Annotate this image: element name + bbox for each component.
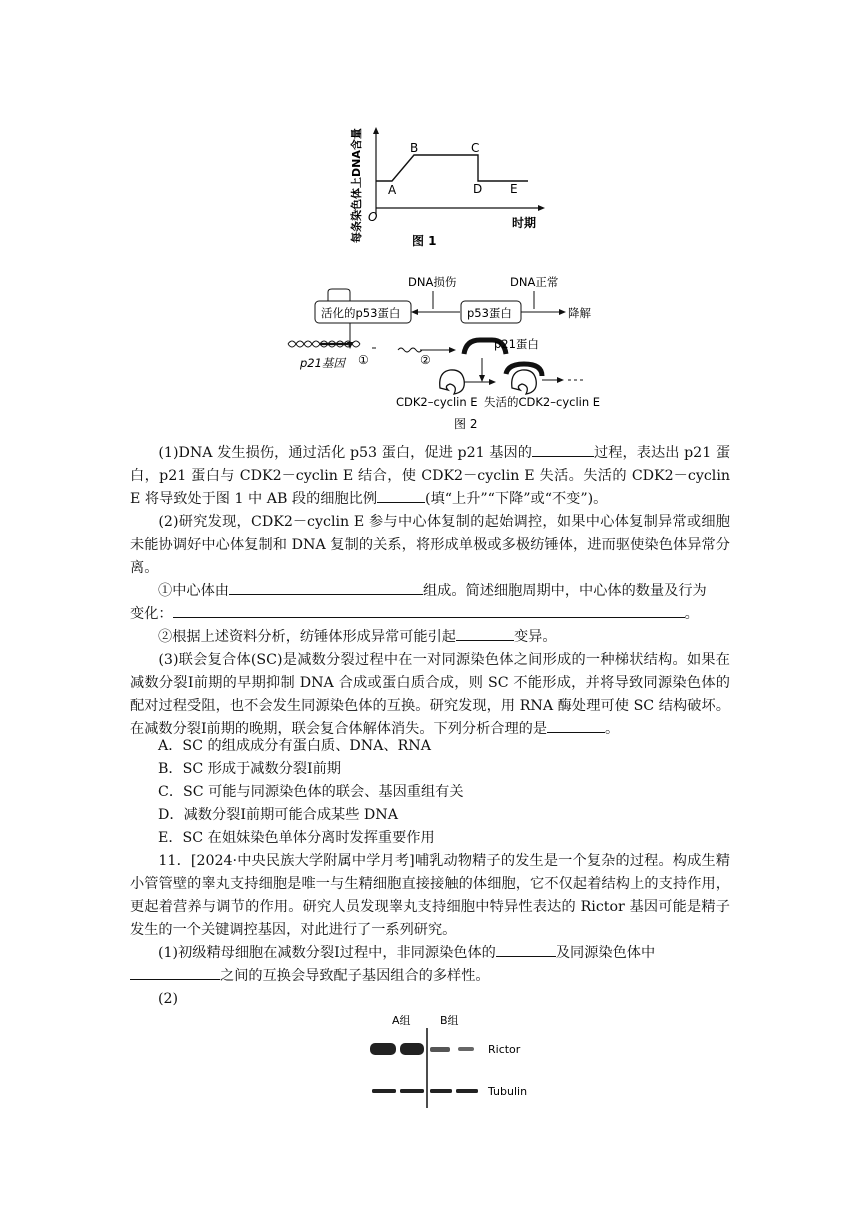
rictor-band-a1 — [370, 1043, 396, 1055]
mrna — [398, 348, 422, 352]
q1-text-a: (1)DNA 发生损伤，通过活化 p53 蛋白，促进 p21 基因的 — [158, 445, 532, 461]
dna-damage-label: DNA损伤 — [408, 275, 457, 289]
x-axis-arrow — [538, 205, 545, 211]
tubulin-band-a1 — [372, 1089, 396, 1093]
q3-end: 。 — [605, 721, 620, 737]
q1-text-c: (填“上升”“下降”或“不变”)。 — [425, 491, 608, 507]
q2-sub1-text-b: 组成。简述细胞周期中，中心体的数量及行为 — [422, 583, 707, 599]
q2-sub2-text-a: ②根据上述资料分析，纺锤体形成异常可能引起 — [158, 629, 456, 645]
q3-text: (3)联会复合体(SC)是减数分裂过程中在一对同源染色体之间形成的一种梯状结构。如果在减数分裂Ⅰ前期的早期抑制 DNA 合成或蛋白质合成，则 SC 不能形成，并将导致同源染色体的配对过程受阻，也不会发生同源染色体的互换。研究发现，用 RNA 酶处理可使 SC 结构破坏。在减数分裂Ⅰ前期的晚期，联会复合体解体消失。下列分析合理的是 — [130, 652, 730, 737]
tubulin-band-a2 — [400, 1089, 424, 1093]
option-b[interactable]: B．SC 形成于减数分裂Ⅰ前期 — [158, 761, 341, 777]
option-d[interactable]: D．减数分裂Ⅰ前期可能合成某些 DNA — [158, 807, 398, 823]
question-2-sub-1 — [158, 580, 707, 603]
question-1 — [130, 442, 730, 511]
q2-sub1-text-c: 变化： — [130, 606, 173, 622]
question-11-sub-2: (2) — [158, 991, 179, 1007]
y-axis-arrow — [373, 127, 379, 134]
rictor-band-b2 — [458, 1047, 474, 1051]
question-11-sub-1-cont — [130, 965, 490, 988]
inactive-cdk2-shape — [512, 370, 537, 394]
x-axis-label: 时期 — [512, 216, 537, 230]
q11-sub1-text-b: 及同源染色体中 — [555, 945, 656, 961]
q2-blank-1[interactable] — [229, 580, 423, 595]
p21-gene-label: p21基因 — [300, 356, 345, 370]
option-a[interactable]: A．SC 的组成成分有蛋白质、DNA、RNA — [158, 738, 431, 754]
dna-normal-label: DNA正常 — [510, 275, 559, 289]
group-b-label: B组 — [440, 1014, 459, 1027]
group-a-label: A组 — [392, 1014, 411, 1027]
q3-blank[interactable] — [547, 718, 605, 733]
question-2: (2)研究发现，CDK2－cyclin E 参与中心体复制的起始调控，如果中心体复制异常或细胞未能协调好中心体复制和 DNA 复制的关系，将形成单极或多极纺锤体，进而驱使染色体异常分离。 — [130, 514, 730, 576]
cdk2-label: CDK2–cyclin E — [396, 395, 478, 409]
question-11-sub-1 — [158, 942, 655, 965]
activated-p53-label: 活化的p53蛋白 — [321, 306, 401, 320]
question-3 — [130, 649, 730, 741]
question-2-sub-1-cont — [130, 603, 699, 626]
tubulin-label: Tubulin — [488, 1085, 528, 1098]
western-blot-figure — [360, 1010, 540, 1115]
q1-blank-1[interactable] — [532, 442, 594, 457]
figure-2-caption: 图 2 — [454, 417, 478, 431]
point-c: C — [471, 141, 480, 155]
rictor-band-b1 — [430, 1047, 450, 1052]
point-a: A — [388, 183, 397, 197]
dna-content-curve — [376, 155, 528, 181]
step-2: ② — [420, 353, 431, 367]
option-c[interactable]: C．SC 可能与同源染色体的联会、基因重组有关 — [158, 784, 464, 800]
q2-sub1-text-d: 。 — [684, 606, 699, 622]
p53-label: p53蛋白 — [467, 306, 512, 320]
origin-label: O — [368, 210, 378, 224]
q2-sub1-text-a: ①中心体由 — [158, 583, 229, 599]
option-e[interactable]: E．SC 在姐妹染色单体分离时发挥重要作用 — [158, 830, 435, 846]
q11-blank-1[interactable] — [496, 942, 556, 957]
figure-2 — [280, 270, 620, 435]
q11-sub1-text-a: (1)初级精母细胞在减数分裂Ⅰ过程中，非同源染色体的 — [158, 945, 496, 961]
q1-blank-2[interactable] — [377, 488, 425, 503]
q1-text-b: 过程，表达出 p21 蛋白，p21 蛋白与 CDK2－cyclin E 结合，使 CDK2－cyclin E 失活。失活的 CDK2－cyclin E 将导致处于图 1 中 AB 段的细胞比例 — [130, 445, 731, 507]
y-axis-label: 每条染色体上DNA含量 — [350, 128, 363, 243]
question-11: 11．[2024·中央民族大学附属中学月考]哺乳动物精子的发生是一个复杂的过程。构成生精小管管壁的睾丸支持细胞是唯一与生精细胞直接接触的体细胞，它不仅起着结构上的支持作用，更起着营养与调节的作用。研究人员发现睾丸支持细胞中特异性表达的 Rictor 基因可能是精子发生的一个关键调控基因，对此进行了一系列研究。 — [130, 853, 730, 938]
figure-1-caption: 图 1 — [412, 234, 437, 248]
inactive-cdk2-label: 失活的CDK2–cyclin E — [484, 395, 601, 409]
p21-protein-label: p21蛋白 — [494, 337, 539, 351]
cdk2-shape — [440, 370, 465, 394]
point-d: D — [473, 182, 483, 196]
point-e: E — [510, 182, 518, 196]
q2-blank-3[interactable] — [456, 626, 514, 641]
question-2-sub-2 — [158, 626, 557, 649]
tubulin-band-b1 — [430, 1089, 452, 1093]
tubulin-band-b2 — [456, 1089, 478, 1093]
point-b: B — [410, 141, 419, 155]
q2-sub2-text-b: 变异。 — [513, 629, 557, 645]
figure-1 — [340, 125, 570, 255]
q11-blank-2[interactable] — [130, 965, 220, 980]
rictor-label: Rictor — [488, 1043, 521, 1056]
q2-blank-2[interactable] — [173, 603, 685, 618]
step-1: ① — [358, 353, 369, 367]
rictor-band-a2 — [400, 1043, 424, 1055]
q11-sub1-text-c: 之间的互换会导致配子基因组合的多样性。 — [220, 968, 490, 984]
degrade-label: 降解 — [568, 306, 591, 320]
